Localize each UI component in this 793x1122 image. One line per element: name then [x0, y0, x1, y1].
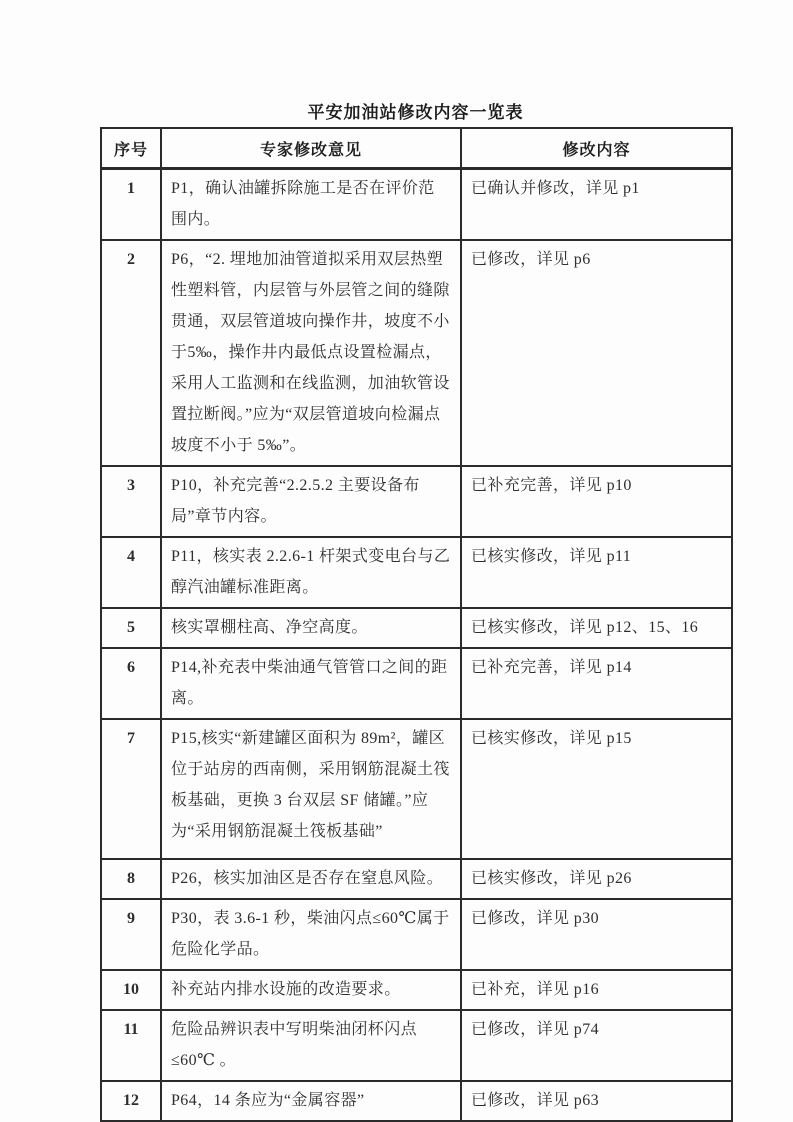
expert-opinion-cell: P10，补充完善“2.2.5.2 主要设备布局”章节内容。	[161, 466, 461, 537]
row-number: 1	[101, 169, 161, 241]
header-row	[101, 128, 732, 169]
modification-cell: 已确认并修改，详见 p1	[461, 169, 732, 241]
modification-cell: 已修改，详见 p6	[461, 240, 732, 466]
column-header-expert-opinion: 专家修改意见	[161, 128, 461, 169]
modification-cell: 已补充完善，详见 p10	[461, 466, 732, 537]
expert-opinion-cell: P30，表 3.6-1 秒，柴油闪点≤60℃属于危险化学品。	[161, 899, 461, 970]
row-number: 3	[101, 466, 161, 537]
expert-opinion-cell: P15,核实“新建罐区面积为 89m²，罐区位于站房的西南侧，采用钢筋混凝土筏板基础，更换 3 台双层 SF 储罐。”应为“采用钢筋混凝土筏板基础”	[161, 719, 461, 859]
row-number: 6	[101, 648, 161, 719]
column-header-modification: 修改内容	[461, 128, 732, 169]
expert-opinion-cell: 危险品辨识表中写明柴油闭杯闪点≤60℃ 。	[161, 1010, 461, 1081]
modification-cell: 已核实修改，详见 p12、15、16	[461, 608, 732, 648]
table-row	[101, 608, 732, 648]
table-row	[101, 1081, 732, 1121]
modification-cell: 已核实修改，详见 p15	[461, 719, 732, 859]
table-row	[101, 970, 732, 1010]
modification-cell: 已修改，详见 p30	[461, 899, 732, 970]
row-number: 12	[101, 1081, 161, 1121]
expert-opinion-cell: P64，14 条应为“金属容器”	[161, 1081, 461, 1121]
row-number: 5	[101, 608, 161, 648]
table-row	[101, 466, 732, 537]
expert-opinion-cell: P11，核实表 2.2.6-1 杆架式变电台与乙醇汽油罐标准距离。	[161, 537, 461, 608]
revision-table	[100, 127, 733, 1122]
row-number: 8	[101, 859, 161, 899]
table-row	[101, 169, 732, 241]
modification-cell: 已核实修改，详见 p26	[461, 859, 732, 899]
modification-cell: 已修改，详见 p63	[461, 1081, 732, 1121]
table-row	[101, 719, 732, 859]
modification-cell: 已修改，详见 p74	[461, 1010, 732, 1081]
expert-opinion-cell: 补充站内排水设施的改造要求。	[161, 970, 461, 1010]
modification-cell: 已核实修改，详见 p11	[461, 537, 732, 608]
row-number: 4	[101, 537, 161, 608]
row-number: 11	[101, 1010, 161, 1081]
expert-opinion-cell: P1，确认油罐拆除施工是否在评价范围内。	[161, 169, 461, 241]
table-row	[101, 648, 732, 719]
table-row	[101, 899, 732, 970]
modification-cell: 已补充，详见 p16	[461, 970, 732, 1010]
row-number: 2	[101, 240, 161, 466]
table-row	[101, 537, 732, 608]
row-number: 7	[101, 719, 161, 859]
table-row	[101, 859, 732, 899]
row-number: 10	[101, 970, 161, 1010]
expert-opinion-cell: P6，“2. 埋地加油管道拟采用双层热塑性塑料管，内层管与外层管之间的缝隙贯通，双层管道坡向操作井，坡度不小于5‰，操作井内最低点设置检漏点，采用人工监测和在线监测，加油软管设置拉断阀。”应为“双层管道坡向检漏点坡度不小于 5‰”。	[161, 240, 461, 466]
expert-opinion-cell: P26，核实加油区是否存在窒息风险。	[161, 859, 461, 899]
table-row	[101, 240, 732, 466]
table-row	[101, 1010, 732, 1081]
expert-opinion-cell: 核实罩棚柱高、净空高度。	[161, 608, 461, 648]
column-header-number: 序号	[101, 128, 161, 169]
modification-cell: 已补充完善，详见 p14	[461, 648, 732, 719]
row-number: 9	[101, 899, 161, 970]
page-title: 平安加油站修改内容一览表	[307, 103, 524, 122]
expert-opinion-cell: P14,补充表中柴油通气管管口之间的距离。	[161, 648, 461, 719]
